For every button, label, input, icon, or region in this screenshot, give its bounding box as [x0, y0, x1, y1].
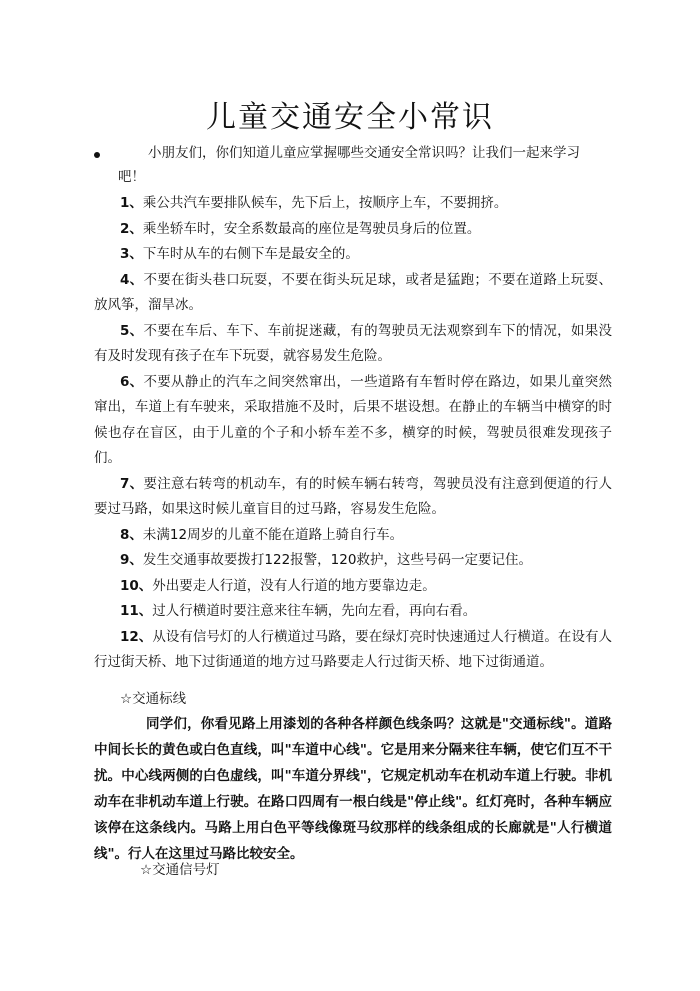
section-heading-road-markings: ☆交通标线 — [120, 691, 187, 707]
item-number: 6、 — [120, 373, 144, 390]
item-text: 乘坐轿车时，安全系数最高的座位是驾驶员身后的位置。 — [142, 220, 481, 237]
item-number: 10、 — [120, 577, 153, 594]
list-item — [94, 242, 612, 268]
item-text: 乘公共汽车要排队候车，先下后上，按顺序上车，不要拥挤。 — [142, 195, 508, 211]
item-text: 不要从静止的汽车之间突然窜出，一些道路有车暂时停在路边，如果儿童突然窜出，车道上有车驶来，采取措施不及时，后果不堪设想。在静止的车辆当中横穿的时候也存在盲区，由于儿童的个子和小轿车差不多，横穿的时候，驾驶员很难发现孩子们。 — [94, 373, 613, 466]
item-number: 5、 — [120, 322, 144, 339]
item-number: 11、 — [120, 603, 153, 619]
item-text: 发生交通事故要拨打122报警，120救护，这些号码一定要记住。 — [142, 552, 532, 568]
item-text: 从设有信号灯的人行横道过马路，要在绿灯亮时快速通过人行横道。在设有人行过街天桥、地下过街通道的地方过马路要走人行过街天桥、地下过街通道。 — [94, 628, 612, 670]
item-number: 2、 — [120, 220, 143, 237]
item-number: 12、 — [120, 628, 153, 645]
list-item — [94, 599, 612, 625]
list-item — [94, 574, 612, 600]
item-number: 7、 — [120, 475, 144, 492]
list-item — [94, 370, 612, 472]
list-item — [94, 625, 612, 676]
list-item — [94, 548, 612, 574]
section-body-road-markings: 同学们，你看见路上用漆划的各种各样颜色线条吗？这就是"交通标线"。道路中间长长的黄色或白色直线，叫"车道中心线"。它是用来分隔来往车辆，使它们互不干扰。中心线两侧的白色虚线，叫"车道分界线"，它规定机动车在机动车道上行驶。非机动车在非机动车道上行驶。在路口四周有一根白线是"停止线"。红灯亮时，各种车辆应该停在这条线内。马路上用白色平等线像斑马纹那样的线条组成的长廊就是"人行横道线"。行人在这里过马路比较安全。 — [94, 716, 612, 862]
item-number: 9、 — [120, 552, 143, 568]
safety-tips-list — [94, 191, 612, 676]
item-text: 外出要走人行道，没有人行道的地方要靠边走。 — [152, 577, 436, 594]
item-number: 1、 — [120, 195, 143, 211]
bullet-dot — [94, 152, 100, 158]
item-text: 不要在街头巷口玩耍，不要在街头玩足球，或者是猛跑；不要在道路上玩耍、放风筝，溜旱冰。 — [94, 271, 613, 313]
item-text: 不要在车后、车下、车前捉迷藏，有的驾驶员无法观察到车下的情况，如果没有及时发现有孩子在车下玩耍，就容易发生危险。 — [94, 322, 613, 364]
list-item — [94, 268, 612, 319]
item-text: 未满12周岁的儿童不能在道路上骑自行车。 — [142, 526, 404, 543]
list-item — [94, 319, 612, 370]
item-text: 下车时从车的右侧下车是最安全的。 — [142, 246, 359, 262]
item-number: 4、 — [120, 271, 144, 288]
item-number: 3、 — [120, 246, 143, 262]
item-text: 要注意右转弯的机动车，有的时候车辆右转弯，驾驶员没有注意到便道的行人要过马路，如果这时候儿童盲目的过马路，容易发生危险。 — [94, 475, 613, 517]
list-item — [94, 191, 612, 217]
item-text: 过人行横道时要注意来往车辆，先向左看，再向右看。 — [152, 603, 477, 619]
list-item — [94, 217, 612, 243]
list-item — [94, 472, 612, 523]
list-item — [94, 523, 612, 549]
section-heading-traffic-lights: ☆交通信号灯 — [140, 862, 220, 878]
intro-paragraph: 小朋友们，你们知道儿童应掌握哪些交通安全常识吗？让我们一起来学习吧！ — [118, 145, 580, 185]
page-title: 儿童交通安全小常识 — [206, 100, 494, 135]
item-number: 8、 — [120, 526, 143, 543]
